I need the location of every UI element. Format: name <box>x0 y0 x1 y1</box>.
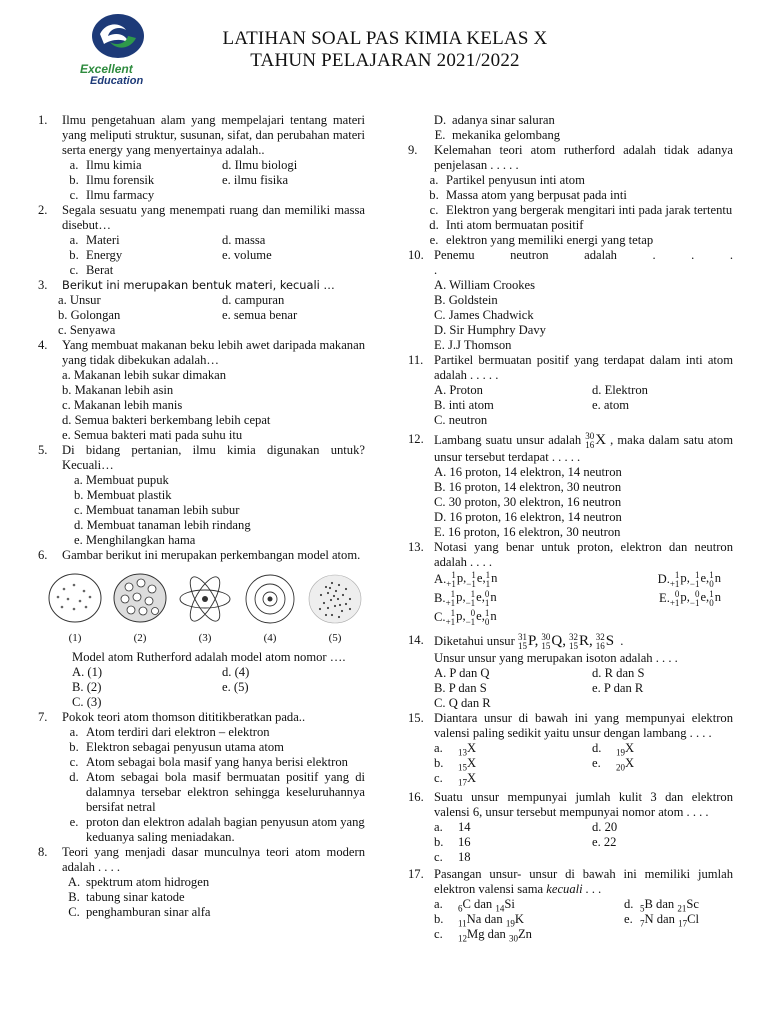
q9-opt-d: Inti atom bermuatan positif <box>446 218 584 232</box>
atom-label-2: (2) <box>133 632 147 644</box>
q3-number: 3. <box>38 278 48 292</box>
q8-opt-e-letter: E. <box>434 128 446 142</box>
atom-label-4: (4) <box>263 632 277 644</box>
question-7 <box>38 710 365 845</box>
q1-opt-e: e. ilmu fisika <box>222 173 289 187</box>
q7-opt-e-letter: e. <box>69 815 79 829</box>
question-15 <box>408 711 733 786</box>
q12-opt-c: C. 30 proton, 30 elektron, 16 neutron <box>434 495 622 509</box>
q4-opt-b: b. Makanan lebih asin <box>62 383 174 397</box>
q17-text-italic: kecuali . . . <box>546 882 602 896</box>
question-12 <box>408 432 733 540</box>
q10-opt-d: D. Sir Humphry Davy <box>434 323 546 337</box>
q10-text: Penemu neutron adalah . . . . <box>434 248 733 277</box>
q6-number: 6. <box>38 548 48 562</box>
atom-models-figure <box>46 571 364 629</box>
q15-opt-d: d. $_{19}$X <box>592 741 635 758</box>
rutherford-model-icon <box>176 571 234 629</box>
q11-opt-a: A. Proton <box>434 383 483 397</box>
q15-opt-a: a. $_{13}$X <box>434 741 477 758</box>
quantum-model-icon <box>306 571 364 629</box>
question-8-continued <box>408 113 733 143</box>
q13-opt-d: D. 1 +1 p, 1 −1 e, 1 0 n <box>657 569 721 589</box>
q1-text: Ilmu pengetahuan alam yang mempelajari tentang materi yang meliputi struktur, susunan, sifat, dan perubahan materi serta energy yang menyertainya adalah.. <box>62 113 365 157</box>
q4-opt-a: a. Makanan lebih sukar dimakan <box>62 368 227 382</box>
q16-opt-b: 16 <box>458 835 471 849</box>
left-column <box>38 113 365 920</box>
q16-opt-e: e. 22 <box>592 835 617 849</box>
title-line-2: TAHUN PELAJARAN 2021/2022 <box>250 50 520 71</box>
q4-opt-c: c. Makanan lebih manis <box>62 398 183 412</box>
q11-opt-d: d. Elektron <box>592 383 648 397</box>
logo-text-2: Education <box>90 75 144 86</box>
q13-c-2-nuclide: 1 0 n <box>484 607 497 627</box>
thomson-model-icon <box>111 571 169 629</box>
q14-opt-a: A. P dan Q <box>434 666 490 680</box>
q15-number: 15. <box>408 711 424 725</box>
q6-text-2: Model atom Rutherford adalah model atom nomor …. <box>72 650 346 664</box>
q14-number: 14. <box>408 633 424 647</box>
q10-opt-c: C. James Chadwick <box>434 308 534 322</box>
q5-text: Di bidang pertanian, ilmu kimia digunakan untuk? Kecuali… <box>62 443 365 472</box>
q8-opt-d: adanya sinar saluran <box>452 113 555 127</box>
q14-nuclides <box>517 632 617 651</box>
q17-text: Pasangan unsur- unsur di bawah ini memiliki jumlah elektron valensi sama <box>434 867 733 896</box>
q13-b-0-nuclide: 1 +1 p, <box>445 588 466 608</box>
q13-text: Notasi yang benar untuk proton, elektron dan neutron adalah . . . . <box>434 540 733 569</box>
q4-opt-d: d. Semua bakteri berkembang lebih cepat <box>62 413 271 427</box>
q13-opt-b: B. 1 +1 p, 1 −1 e, 0 1 n <box>434 588 497 608</box>
q13-d-2-nuclide: 1 0 n <box>709 569 721 589</box>
q12-symbol: X <box>595 431 607 448</box>
q7-opt-b-letter: b. <box>69 740 79 754</box>
question-2 <box>38 203 365 278</box>
q1-number: 1. <box>38 113 48 127</box>
q13-e-0-nuclide: 0 +1 p, <box>669 588 690 608</box>
q13-d-0-nuclide: 1 +1 p, <box>669 569 690 589</box>
q14-text-before: Diketahui unsur <box>434 633 515 648</box>
q13-e-1-nuclide: 0 −1 e, <box>689 588 710 608</box>
q5-opt-b: b. Membuat plastik <box>74 488 172 502</box>
q13-opt-e: E. 0 +1 p, 0 −1 e, 1 0 n <box>659 588 721 608</box>
q13-e-2-nuclide: 1 0 n <box>709 588 721 608</box>
q14-opt-d: d. R dan S <box>592 666 645 680</box>
q13-number: 13. <box>408 540 424 554</box>
q7-opt-a: Atom terdiri dari elektron – elektron <box>86 725 270 739</box>
q6-opt-e: e. (5) <box>222 680 249 694</box>
q14-text-after: Unsur unsur yang merupakan isoton adalah . . . . <box>434 651 678 665</box>
q8-opt-a-letter: A. <box>67 875 81 889</box>
q8-opt-b-letter: B. <box>68 890 80 904</box>
q5-opt-c: c. Membuat tanaman lebih subur <box>74 503 240 517</box>
q8-opt-c: penghamburan sinar alfa <box>86 905 211 919</box>
question-13 <box>408 540 733 627</box>
q7-opt-d-letter: d. <box>69 770 79 784</box>
q2-opt-c-letter: c. <box>69 263 79 277</box>
q17-opt-c: c. $_{12}$Mg dan $_{30}$Zn <box>434 927 532 944</box>
q6-opt-c: C. (3) <box>72 695 102 709</box>
q7-text: Pokok teori atom thomson dititikberatkan pada.. <box>62 710 306 724</box>
right-column <box>408 113 733 942</box>
atom-label-5: (5) <box>328 632 342 644</box>
page-header <box>160 28 610 72</box>
q13-b-1-nuclide: 1 −1 e, <box>465 588 485 608</box>
q9-opt-b: Massa atom yang berpusat pada inti <box>446 188 627 202</box>
question-16 <box>408 790 733 865</box>
q10-number: 10. <box>408 248 424 262</box>
q5-number: 5. <box>38 443 48 457</box>
q8-opt-e: mekanika gelombang <box>452 128 561 142</box>
q9-opt-a: Partikel penyusun inti atom <box>446 173 585 187</box>
q1-opt-b: Ilmu forensik <box>86 173 155 187</box>
q11-opt-c: C. neutron <box>434 413 488 427</box>
q9-opt-a-letter: a. <box>429 173 439 187</box>
dalton-model-icon <box>46 571 104 629</box>
bohr-model-icon <box>241 571 299 629</box>
q7-number: 7. <box>38 710 48 724</box>
q13-opt-c: C. 1 +1 p, 0 −1 e, 1 0 n <box>434 607 497 627</box>
q13-c-1-nuclide: 0 −1 e, <box>465 607 485 627</box>
q9-opt-d-letter: d. <box>429 218 439 232</box>
q3-opt-b: b. Golongan <box>58 308 121 322</box>
q2-opt-a: Materi <box>86 233 120 247</box>
q14-0-nuclide: 31 15 P, <box>517 632 539 651</box>
q2-opt-d: d. massa <box>222 233 266 247</box>
q9-number: 9. <box>408 143 418 157</box>
q7-opt-c-letter: c. <box>69 755 79 769</box>
q2-opt-b: Energy <box>86 248 123 262</box>
q2-opt-b-letter: b. <box>69 248 79 262</box>
logo-text-1: Excellent <box>80 62 133 76</box>
q16-opt-c: 18 <box>458 850 471 864</box>
q11-opt-b: B. inti atom <box>434 398 494 412</box>
q3-opt-a: a. Unsur <box>58 293 101 307</box>
q14-3-nuclide: 32 16 S <box>595 632 615 651</box>
question-5 <box>38 443 365 548</box>
q11-opt-e: e. atom <box>592 398 630 412</box>
q8-opt-c-letter: C. <box>68 905 80 919</box>
q2-opt-c: Berat <box>86 263 114 277</box>
question-6 <box>38 548 365 710</box>
q17-number: 17. <box>408 867 424 881</box>
q6-opt-d: d. (4) <box>222 665 250 679</box>
atom-model-labels <box>46 631 364 646</box>
q9-opt-c-letter: c. <box>429 203 439 217</box>
q12-number: 12. <box>408 432 424 446</box>
question-14: 14. Diketahui unsur 31 15 P, 30 15 Q, 32 15 R, 32 16 S . Unsur unsur yang merupakan isoton adalah . . . . A. P dan Q d. R dan S B. P dan S e. P dan R C. Q dan R <box>408 633 733 711</box>
q1-opt-d: d. Ilmu biologi <box>222 158 298 172</box>
q9-opt-c: Elektron yang bergerak mengitari inti pada jarak tertentu <box>446 203 733 217</box>
q13-a-1-nuclide: 1 −1 e, <box>466 569 486 589</box>
title-line-1: LATIHAN SOAL PAS KIMIA KELAS X <box>222 28 548 49</box>
question-3 <box>38 278 365 338</box>
q12-nuclide <box>585 432 594 450</box>
atom-label-1: (1) <box>68 632 82 644</box>
q15-opt-e: e. $_{20}$X <box>592 756 635 773</box>
q16-opt-a-letter: a. <box>434 820 443 834</box>
q12-text-before: Lambang suatu unsur adalah <box>434 432 582 447</box>
q4-text: Yang membuat makanan beku lebih awet daripada makanan yang tidak dibekukan adalah… <box>62 338 365 367</box>
q17-opt-e: e. $_7$N dan $_{17}$Cl <box>624 912 699 929</box>
question-17 <box>408 867 733 942</box>
q4-opt-e: e. Semua bakteri mati pada suhu itu <box>62 428 243 442</box>
q16-opt-b-letter: b. <box>434 835 444 849</box>
q7-opt-c: Atom sebagai bola masif yang hanya berisi elektron <box>86 755 348 769</box>
q13-d-1-nuclide: 1 −1 e, <box>689 569 710 589</box>
q8-number: 8. <box>38 845 48 859</box>
q1-opt-a-letter: a. <box>69 158 79 172</box>
q8-opt-d-letter: D. <box>433 113 447 127</box>
q17-opt-d: d. $_5$B dan $_{21}$Sc <box>624 897 699 914</box>
question-11 <box>408 353 733 428</box>
question-8 <box>38 845 365 920</box>
q13-c-0-nuclide: 1 +1 p, <box>445 607 466 627</box>
q11-text: Partikel bermuatan positif yang terdapat dalam inti atom adalah . . . . . <box>434 353 733 382</box>
q10-opt-e: E. J.J Thomson <box>434 338 512 352</box>
q7-opt-a-letter: a. <box>69 725 79 739</box>
q14-opt-e: e. P dan R <box>592 681 644 695</box>
q7-opt-b: Elektron sebagai penyusun utama atom <box>86 740 284 754</box>
q14-1-nuclide: 30 15 Q, <box>541 632 566 651</box>
q3-text: Berikut ini merupakan bentuk materi, kecuali … <box>62 278 335 292</box>
q6-opt-a: A. (1) <box>72 665 103 679</box>
q16-text: Suatu unsur mempunyai jumlah kulit 3 dan elektron valensi 6, unsur tersebut mempunyai nomor atom . . . . <box>434 790 733 819</box>
q17-opt-b: b. $_{11}$Na dan $_{19}$K <box>434 912 524 929</box>
q16-opt-a: 14 <box>458 820 471 834</box>
q1-opt-c-letter: c. <box>69 188 79 202</box>
q12-opt-e: E. 16 proton, 16 elektron, 30 neutron <box>434 525 621 539</box>
q8-text: Teori yang menjadi dasar munculnya teori atom modern adalah . . . . <box>62 845 365 874</box>
q3-opt-e: e. semua benar <box>222 308 298 322</box>
atom-label-3: (3) <box>198 632 212 644</box>
q2-number: 2. <box>38 203 48 217</box>
q9-text: Kelemahan teori atom rutherford adalah tidak adanya penjelasan . . . . . <box>434 143 733 172</box>
q7-opt-d: Atom sebagai bola masif bermuatan positif yang di dalamnya tersebar elektron sehingga keseluruhannya bersifat netral <box>86 770 365 814</box>
q12-opt-b: B. 16 proton, 14 elektron, 30 neutron <box>434 480 622 494</box>
school-logo <box>76 12 160 86</box>
q4-number: 4. <box>38 338 48 352</box>
q12-mass: 30 <box>585 431 595 441</box>
q15-opt-b: b. $_{15}$X <box>434 756 477 773</box>
question-10 <box>408 248 733 353</box>
q5-opt-e: e. Menghilangkan hama <box>74 533 196 547</box>
q8-opt-a: spektrum atom hidrogen <box>86 875 210 889</box>
q9-opt-e: elektron yang memiliki energi yang tetap <box>446 233 654 247</box>
question-4 <box>38 338 365 443</box>
q15-text: Diantara unsur di bawah ini yang mempunyai elektron valensi paling sedikit yaitu unsur dengan lambang . . . . <box>434 711 733 740</box>
q3-opt-c: c. Senyawa <box>58 323 116 337</box>
q8-opt-b: tabung sinar katode <box>86 890 185 904</box>
q2-opt-e: e. volume <box>222 248 272 262</box>
q13-opt-a: A. 1 +1 p, 1 −1 e, 1 1 n <box>434 569 498 589</box>
q11-number: 11. <box>408 353 424 367</box>
q1-opt-b-letter: b. <box>69 173 79 187</box>
q1-opt-c: Ilmu farmacy <box>86 188 155 202</box>
q7-opt-e: proton dan elektron adalah bagian penyusun atom yang keduanya saling meniadakan. <box>86 815 365 844</box>
q5-opt-d: d. Membuat tanaman lebih rindang <box>74 518 251 532</box>
q9-opt-b-letter: b. <box>429 188 439 202</box>
q16-opt-d: d. 20 <box>592 820 618 834</box>
q13-a-2-nuclide: 1 1 n <box>485 569 498 589</box>
q12-text-after: , maka dalam satu atom unsur tersebut terdapat . . . . . <box>434 432 733 464</box>
q3-opt-d: d. campuran <box>222 293 285 307</box>
q12-atomic: 16 <box>585 440 595 450</box>
q13-a-0-nuclide: 1 +1 p, <box>446 569 467 589</box>
q1-opt-a: Ilmu kimia <box>86 158 142 172</box>
q10-opt-a: A. William Crookes <box>434 278 536 292</box>
q14-2-nuclide: 32 15 R, <box>568 632 593 651</box>
q2-text: Segala sesuatu yang menempati ruang dan memiliki massa disebut… <box>62 203 365 232</box>
q14-opt-b: B. P dan S <box>434 681 487 695</box>
question-1 <box>38 113 365 203</box>
q15-opt-c: c. $_{17}$X <box>434 771 477 788</box>
q10-opt-b: B. Goldstein <box>434 293 498 307</box>
q12-opt-d: D. 16 proton, 16 elektron, 14 neutron <box>434 510 622 524</box>
q17-opt-a: a. $_6$C dan $_{14}$Si <box>434 897 515 914</box>
q16-opt-c-letter: c. <box>434 850 443 864</box>
q2-opt-a-letter: a. <box>69 233 79 247</box>
excellent-education-logo-icon <box>76 12 160 86</box>
q5-opt-a: a. Membuat pupuk <box>74 473 169 487</box>
q6-text: Gambar berikut ini merupakan perkembangan model atom. <box>62 548 361 562</box>
question-9 <box>408 143 733 248</box>
q9-opt-e-letter: e. <box>429 233 439 247</box>
q12-opt-a: A. 16 proton, 14 elektron, 14 neutron <box>434 465 622 479</box>
q6-opt-b: B. (2) <box>72 680 102 694</box>
q14-opt-c: C. Q dan R <box>434 696 491 710</box>
q13-b-2-nuclide: 0 1 n <box>484 588 497 608</box>
q16-number: 16. <box>408 790 424 804</box>
